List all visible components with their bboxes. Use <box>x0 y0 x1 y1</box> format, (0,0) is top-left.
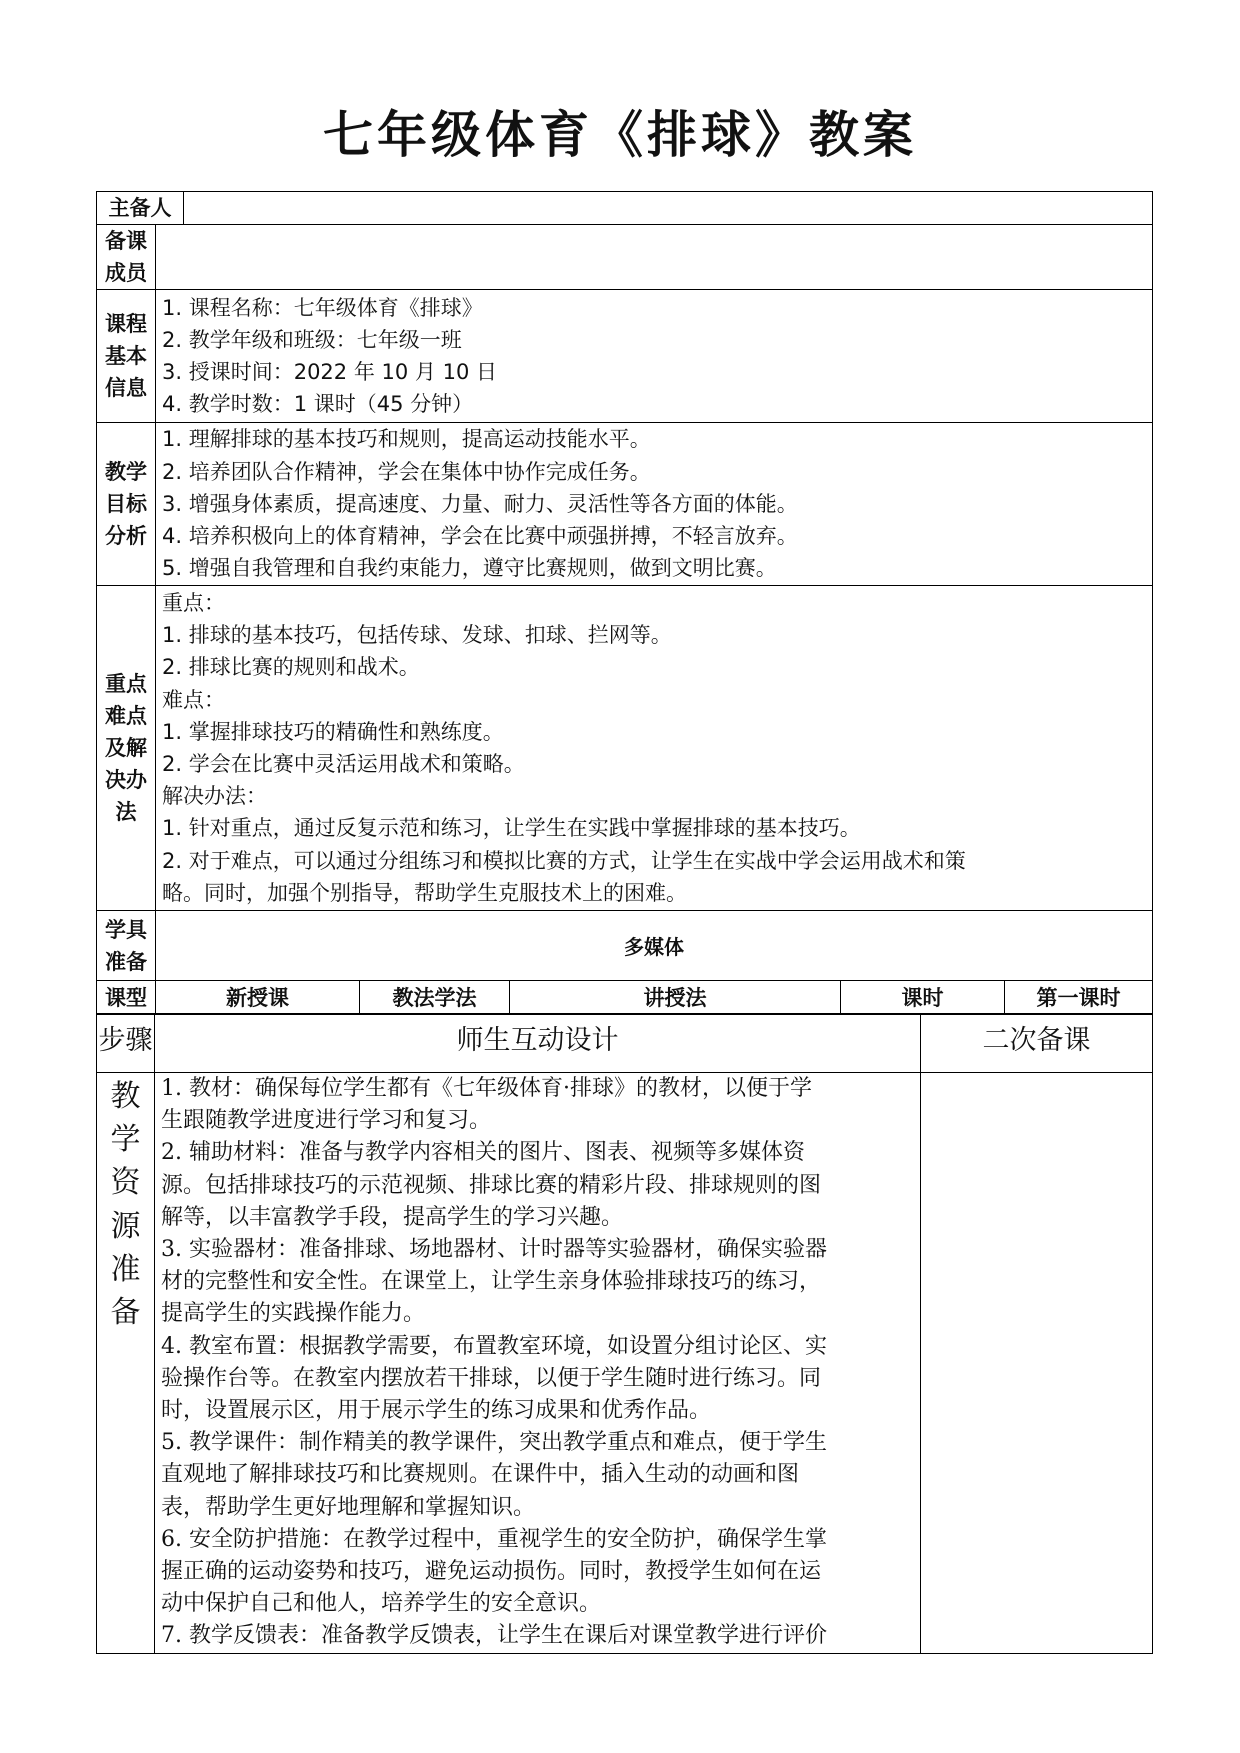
resources-label-char: 资 <box>110 1165 141 1201</box>
keypoints-line: 1. 排球的基本技巧，包括传球、发球、扣球、拦网等。 <box>162 623 672 648</box>
goals-content <box>156 423 1153 586</box>
resources-line: 验操作台等。在教室内摆放若干排球，以便于学生随时进行练习。同 <box>161 1365 822 1391</box>
resources-line: 握正确的运动姿势和技巧，避免运动损伤。同时，教授学生如何在运 <box>161 1559 822 1585</box>
goals-label-line: 目标 <box>105 492 147 516</box>
keypoints-line: 1. 针对重点，通过反复示范和练习，让学生在实践中掌握排球的基本技巧。 <box>162 816 861 841</box>
resources-line: 表，帮助学生更好地理解和掌握知识。 <box>161 1494 536 1520</box>
resources-label-char: 教 <box>110 1079 141 1114</box>
goals-label-line: 分析 <box>105 524 147 548</box>
basic-info-line: 1. 课程名称：七年级体育《排球》 <box>162 295 483 320</box>
resources-label-char: 学 <box>110 1122 141 1158</box>
type-value: 新授课 <box>156 981 360 1015</box>
basic-info-label-line: 基本 <box>105 344 147 368</box>
resources-line: 直观地了解排球技巧和比赛规则。在课件中，插入生动的动画和图 <box>161 1462 800 1488</box>
resources-line: 时，设置展示区，用于展示学生的练习成果和优秀作品。 <box>161 1398 712 1424</box>
resources-content <box>155 1073 921 1654</box>
basic-info-label-line: 信息 <box>105 376 147 400</box>
period-label: 课时 <box>841 981 1005 1015</box>
keypoints-line: 解决办法： <box>162 784 267 809</box>
steps-table <box>96 1013 1153 1654</box>
resources-line: 4. 教室布置：根据教学需要，布置教室环境，如设置分组讨论区、实 <box>161 1333 827 1359</box>
keypoints-label-line: 决办 <box>105 768 147 792</box>
preparer-label: 主备人 <box>97 192 184 225</box>
keypoints-content <box>156 586 1153 911</box>
resources-line: 1. 教材：确保每位学生都有《七年级体育·排球》的教材，以便于学 <box>161 1076 812 1101</box>
keypoints-label <box>97 586 156 911</box>
type-label: 课型 <box>97 981 156 1015</box>
keypoints-label-line: 法 <box>115 800 137 824</box>
keypoints-line: 重点： <box>162 590 225 615</box>
resources-line: 生跟随教学进度进行学习和复习。 <box>161 1108 492 1134</box>
method-value: 讲授法 <box>510 981 841 1015</box>
resources-line: 解等，以丰富教学手段，提高学生的学习兴趣。 <box>161 1204 624 1230</box>
keypoints-label-line: 重点 <box>105 672 147 696</box>
resources-line: 3. 实验器材：准备排球、场地器材、计时器等实验器材，确保实验器 <box>161 1237 827 1263</box>
resources-line: 7. 教学反馈表：准备教学反馈表，让学生在课后对课堂教学进行评价 <box>161 1623 827 1649</box>
tools-label <box>97 911 156 981</box>
basic-info-line: 2. 教学年级和班级：七年级一班 <box>162 327 462 352</box>
resources-label-char: 备 <box>110 1295 141 1331</box>
tools-value: 多媒体 <box>156 911 1153 981</box>
goals-label <box>97 423 156 586</box>
page-title: 七年级体育《排球》教案 <box>323 106 917 164</box>
tools-label-line: 学具 <box>105 917 147 942</box>
resources-line: 材的完整性和安全性。在课堂上，让学生亲身体验排球技巧的练习， <box>161 1269 822 1295</box>
tools-label-line: 准备 <box>105 949 147 974</box>
basic-info-content <box>156 290 1153 423</box>
resources-label-char: 准 <box>110 1251 141 1287</box>
method-label: 教法学法 <box>360 981 510 1015</box>
goal-line: 4. 培养积极向上的体育精神，学会在比赛中顽强拼搏，不轻言放弃。 <box>162 524 798 549</box>
basic-info-line: 4. 教学时数：1 课时（45 分钟） <box>162 392 474 417</box>
members-value <box>156 225 1153 290</box>
lesson-info-table <box>96 191 1153 1015</box>
goal-line: 5. 增强自我管理和自我约束能力，遵守比赛规则，做到文明比赛。 <box>162 556 777 581</box>
design-column-header: 师生互动设计 <box>155 1014 921 1073</box>
keypoints-line: 1. 掌握排球技巧的精确性和熟练度。 <box>162 719 504 744</box>
resources-line: 5. 教学课件：制作精美的教学课件，突出教学重点和难点，便于学生 <box>161 1430 827 1456</box>
goals-label-line: 教学 <box>105 460 147 484</box>
resources-line: 动中保护自己和他人，培养学生的安全意识。 <box>161 1591 602 1617</box>
keypoints-line: 2. 排球比赛的规则和战术。 <box>162 655 420 680</box>
keypoints-label-line: 难点 <box>105 704 147 728</box>
resources-line: 源。包括排球技巧的示范视频、排球比赛的精彩片段、排球规则的图 <box>161 1172 822 1198</box>
second-prep-cell <box>921 1073 1153 1654</box>
basic-info-label <box>97 290 156 423</box>
members-label-line: 备课 <box>105 229 147 253</box>
second-prep-column-header: 二次备课 <box>921 1014 1153 1073</box>
members-label <box>97 225 156 290</box>
preparer-value <box>184 192 1153 225</box>
keypoints-label-line: 及解 <box>105 736 147 760</box>
keypoints-line: 2. 对于难点，可以通过分组练习和模拟比赛的方式，让学生在实战中学会运用战术和策 <box>162 848 966 873</box>
resources-line: 2. 辅助材料：准备与教学内容相关的图片、图表、视频等多媒体资 <box>161 1140 805 1166</box>
resources-line: 提高学生的实践操作能力。 <box>161 1301 426 1327</box>
keypoints-line: 难点： <box>162 687 225 712</box>
goal-line: 3. 增强身体素质，提高速度、力量、耐力、灵活性等各方面的体能。 <box>162 491 798 516</box>
goal-line: 1. 理解排球的基本技巧和规则，提高运动技能水平。 <box>162 427 651 452</box>
resources-label-char: 源 <box>110 1208 141 1244</box>
basic-info-label-line: 课程 <box>105 312 147 336</box>
members-label-line: 成员 <box>105 261 147 285</box>
step-column-header: 步骤 <box>97 1014 155 1073</box>
basic-info-line: 3. 授课时间：2022 年 10 月 10 日 <box>162 360 497 384</box>
period-value: 第一课时 <box>1005 981 1153 1015</box>
keypoints-line: 略。同时，加强个别指导，帮助学生克服技术上的困难。 <box>162 880 687 905</box>
goal-line: 2. 培养团队合作精神，学会在集体中协作完成任务。 <box>162 459 651 484</box>
keypoints-line: 2. 学会在比赛中灵活运用战术和策略。 <box>162 752 525 776</box>
resources-label <box>97 1073 155 1654</box>
resources-line: 6. 安全防护措施：在教学过程中，重视学生的安全防护，确保学生掌 <box>161 1526 827 1552</box>
